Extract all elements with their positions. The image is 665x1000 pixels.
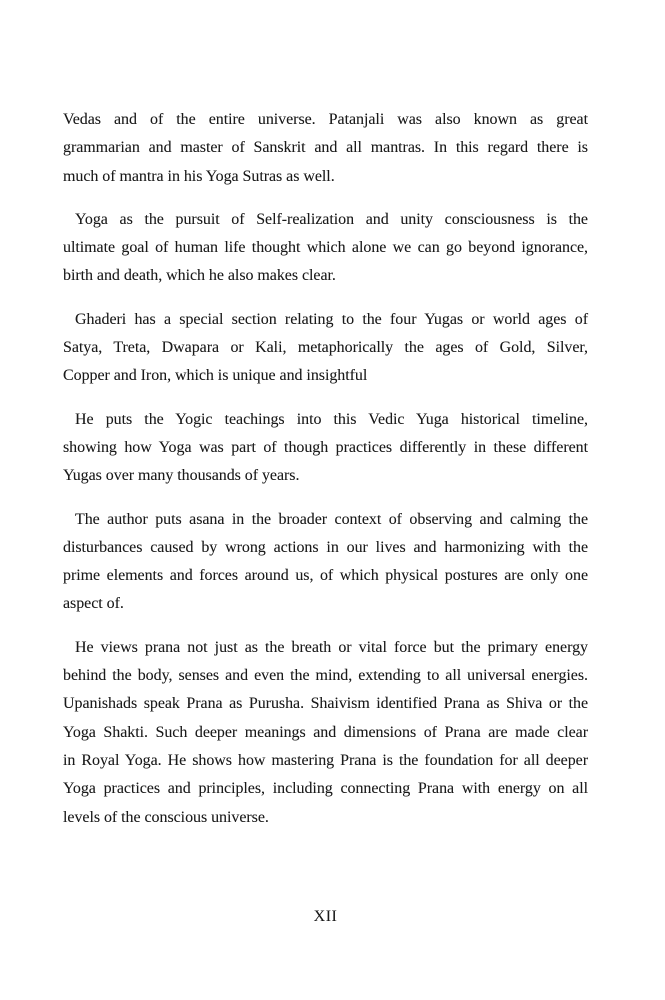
text-line: aspect of. xyxy=(63,595,124,613)
text-line: He views prana not just as the breath or vital force but the primary energy xyxy=(75,638,588,656)
text-line: Satya, Treta, Dwapara or Kali, metaphorically the ages of Gold, Silver, xyxy=(63,339,588,357)
text-line: levels of the conscious universe. xyxy=(63,808,269,826)
text-line: Yoga practices and principles, including connecting Prana with energy on all xyxy=(63,780,588,798)
text-line: Yoga as the pursuit of Self-realization and unity consciousness is the xyxy=(75,210,588,228)
text-line: He puts the Yogic teachings into this Vedic Yuga historical timeline, xyxy=(75,410,588,428)
text-line: Copper and Iron, which is unique and insightful xyxy=(63,367,368,385)
text-line: prime elements and forces around us, of which physical postures are only one xyxy=(63,567,588,585)
text-line: disturbances caused by wrong actions in our lives and harmonizing with the xyxy=(63,538,588,556)
text-line: Vedas and of the entire universe. Patanjali was also known as great xyxy=(63,111,588,128)
text-line: behind the body, senses and even the mind, extending to all universal energies. xyxy=(63,667,588,685)
paragraph xyxy=(63,206,588,291)
text-line: Upanishads speak Prana as Purusha. Shaivism identified Prana as Shiva or the xyxy=(63,695,588,713)
text-line: The author puts asana in the broader context of observing and calming the xyxy=(75,510,588,528)
text-line: grammarian and master of Sanskrit and all mantras. In this regard there is xyxy=(63,139,588,157)
paragraph xyxy=(63,634,588,832)
text-line: ultimate goal of human life thought which alone we can go beyond ignorance, xyxy=(63,239,588,257)
page-number: XII xyxy=(313,908,338,925)
paragraph xyxy=(63,406,588,491)
text-line: Yoga Shakti. Such deeper meanings and dimensions of Prana are made clear xyxy=(63,723,588,741)
text-line: Ghaderi has a special section relating to the four Yugas or world ages of xyxy=(75,310,588,328)
text-line: Yugas over many thousands of years. xyxy=(63,467,300,485)
text-line: birth and death, which he also makes clear. xyxy=(63,267,336,285)
paragraph xyxy=(63,106,588,191)
text-line: in Royal Yoga. He shows how mastering Prana is the foundation for all deeper xyxy=(63,751,588,769)
paragraph xyxy=(63,506,588,619)
text-line: much of mantra in his Yoga Sutras as well. xyxy=(63,167,335,185)
text-line: showing how Yoga was part of though practices differently in these different xyxy=(63,438,588,456)
paragraph xyxy=(63,306,588,391)
page-body xyxy=(63,106,588,832)
